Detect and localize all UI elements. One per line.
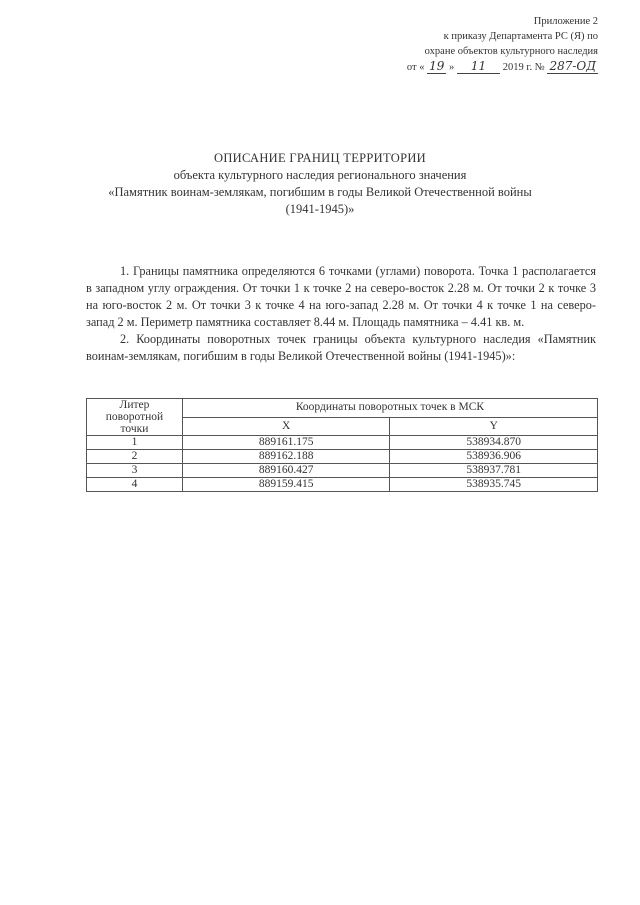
appendix-label: Приложение 2 — [533, 16, 598, 27]
order-reference: к приказу Департамента РС (Я) по — [443, 31, 598, 42]
title-line-4: (1941-1945)» — [285, 202, 355, 216]
date-mid: » — [449, 62, 455, 73]
y-cell: 538935.745 — [390, 478, 598, 492]
y-cell: 538936.906 — [390, 450, 598, 464]
order-date-line — [407, 59, 598, 75]
coordinates-table — [86, 398, 598, 492]
table-row — [87, 464, 598, 478]
point-cell: 3 — [87, 464, 183, 478]
table-header-row — [87, 399, 598, 418]
department-name: охране объектов культурного наследия — [424, 46, 598, 57]
handwritten-number: 287-ОД — [549, 59, 596, 73]
table-row — [87, 436, 598, 450]
paragraph-1: 1. Границы памятника определяются 6 точками (углами) поворота. Точка 1 располагается в западном углу ограждения. От точки 1 к точке 2 на северо-восток 2.28 м. От точки 2 к точке 3 на юго-восток 2 м. От точки 3 к точке 4 на юго-запад 2.28 м. От точки 4 к точке 1 на северо-запад 2 м. Периметр памятника составляет 8.44 м. Площадь памятника – 4.41 кв. м. — [86, 264, 596, 329]
x-header: X — [182, 417, 390, 436]
point-letter-header: Литер поворотной точки — [87, 399, 183, 436]
year-text: 2019 г. № — [502, 62, 545, 73]
date-prefix: от « — [406, 62, 425, 73]
x-cell: 889159.415 — [182, 478, 390, 492]
point-cell: 2 — [87, 450, 183, 464]
coords-header: Координаты поворотных точек в МСК — [182, 399, 597, 418]
y-cell: 538937.781 — [390, 464, 598, 478]
y-header: Y — [390, 417, 598, 436]
point-cell: 4 — [87, 478, 183, 492]
table-row — [87, 450, 598, 464]
appendix-header — [407, 14, 598, 75]
document-body — [86, 263, 596, 365]
point-cell: 1 — [87, 436, 183, 450]
document-title — [0, 150, 640, 218]
title-main: ОПИСАНИЕ ГРАНИЦ ТЕРРИТОРИИ — [214, 151, 426, 165]
paragraph-2: 2. Координаты поворотных точек границы объекта культурного наследия «Памятник воинам-землякам, погибшим в годы Великой Отечественной войны (1941-1945)»: — [86, 332, 596, 363]
handwritten-day: 19 — [429, 59, 445, 73]
title-line-2: объекта культурного наследия регионального значения — [173, 168, 467, 182]
table-row — [87, 478, 598, 492]
x-cell: 889160.427 — [182, 464, 390, 478]
x-cell: 889161.175 — [182, 436, 390, 450]
title-line-3: «Памятник воинам-землякам, погибшим в годы Великой Отечественной войны — [108, 185, 532, 199]
x-cell: 889162.188 — [182, 450, 390, 464]
handwritten-month: 11 — [457, 59, 500, 74]
y-cell: 538934.870 — [390, 436, 598, 450]
